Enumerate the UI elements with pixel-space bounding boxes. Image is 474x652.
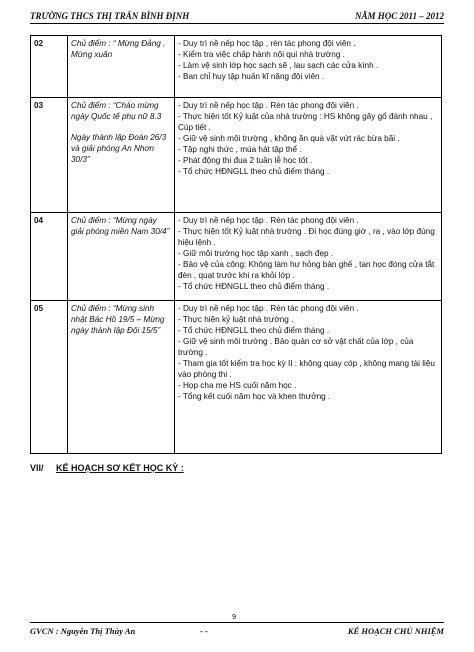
- tasks-cell: [175, 36, 442, 98]
- task-item: - Thực hiện tốt Kỷ luật nhà trường . Đi học đúng giờ , ra , vào lớp đúng hiệu lệnh .: [178, 227, 435, 247]
- page-header: [30, 8, 444, 24]
- task-item: - Làm vệ sinh lớp học sạch sẽ , lau sạch các cửa kính .: [178, 61, 379, 70]
- table-row: [31, 98, 442, 213]
- month-number: 03: [31, 98, 68, 213]
- task-item: - Tổ chức HĐNGLL theo chủ điểm tháng .: [178, 282, 330, 291]
- footer-separator: - -: [200, 626, 208, 636]
- task-item: - Thực hiện kỷ luật nhà trường .: [178, 315, 294, 324]
- month-number: 05: [31, 301, 68, 454]
- task-item: - Tổ chức HĐNGLL theo chủ điểm tháng .: [178, 326, 330, 335]
- tasks-cell: [175, 213, 442, 301]
- header-divider: [30, 23, 444, 24]
- task-item: - Họp cha mẹ HS cuối năm học .: [178, 381, 297, 390]
- section-number: VII/: [30, 463, 44, 473]
- task-item: - Tham gia tốt kiểm tra học kỳ II : không quay cóp , không mang tài liệu vào phòng thi .: [178, 359, 435, 379]
- task-item: - Duy trì nề nếp học tập . Rèn tác phong đội viên .: [178, 304, 359, 313]
- month-number: 02: [31, 36, 68, 98]
- plan-title: KẾ HOẠCH CHỦ NHIỆM: [347, 626, 444, 636]
- task-item: - Kiểm tra việc chấp hành nội qui nhà trường .: [178, 50, 345, 59]
- school-year: NĂM HỌC 2011 – 2012: [354, 11, 444, 21]
- task-item: - Tập nghi thức , múa hát tập thể .: [178, 145, 302, 154]
- theme-cell: [68, 36, 175, 98]
- task-item: - Duy trì nề nếp học tập . Rèn tác phong đội viên .: [178, 101, 359, 110]
- section-title: KẾ HOẠCH SƠ KẾT HỌC KỲ :: [56, 463, 184, 473]
- task-item: - Tổ chức HĐNGLL theo chủ điểm tháng .: [178, 167, 330, 176]
- footer-divider: [30, 622, 444, 623]
- task-item: - Ban chỉ huy tập huấn kĩ năng đội viên .: [178, 72, 325, 81]
- task-item: - Tổng kết cuối năm học và khen thưởng .: [178, 392, 331, 401]
- teacher-name: GVCN : Nguyễn Thị Thùy An: [30, 626, 136, 636]
- task-item: - Phát động thi đua 2 tuần lễ học tốt .: [178, 156, 313, 165]
- monthly-plan-table: [30, 35, 442, 454]
- tasks-cell: [175, 98, 442, 213]
- theme-cell: [68, 98, 175, 213]
- table-row: [31, 36, 442, 98]
- theme-cell: [68, 301, 175, 454]
- task-item: - Duy trì nề nếp học tập . Rèn tác phong đội viên .: [178, 216, 359, 225]
- task-item: - Duy trì nề nếp học tập , rèn tác phong đội viên .: [178, 39, 356, 48]
- table-row: [31, 213, 442, 301]
- theme-text: Chủ điểm : “Mừng sinh nhật Bác Hồ 19/5 – Mừng ngày thành lập Đội 15/5”: [71, 304, 165, 335]
- page-number: 9: [232, 612, 237, 621]
- task-item: - Giữ môi trường học tập xanh , sạch đẹp .: [178, 249, 334, 258]
- task-item: - Bảo vệ của công: Không làm hư hỏng bàn ghế , tan học đóng cửa tắt đèn , quạt trước khi ra khỏi lớp .: [178, 260, 435, 280]
- task-item: - Giữ vệ sinh môi trường . Bảo quản cơ sở vật chất của lớp , của trường .: [178, 337, 414, 357]
- theme-text: Chủ điểm : “Chào mừng ngày Quốc tế phụ nữ 8.3: [71, 101, 162, 121]
- tasks-cell: [175, 301, 442, 454]
- theme-text: Chủ điểm : “ Mừng Đảng , Mừng xuân: [71, 39, 166, 59]
- theme-cell: [68, 213, 175, 301]
- table-row: [31, 301, 442, 454]
- section-heading: [30, 463, 184, 473]
- task-item: - Thực hiện tốt Kỷ luật của nhà trường : HS không gây gổ đánh nhau , Cúp tiết .: [178, 112, 433, 132]
- theme-text: Ngày thành lập Đoàn 26/3 và giải phóng An Nhơn 30/3”: [71, 133, 167, 164]
- theme-text: Chủ điểm : “Mừng ngày giải phóng miền Nam 30/4”: [71, 216, 170, 236]
- month-number: 04: [31, 213, 68, 301]
- page-footer: [30, 626, 444, 640]
- school-name: TRƯỜNG THCS THỊ TRẤN BÌNH ĐỊNH: [30, 11, 190, 21]
- task-item: - Giữ vệ sinh môi trường , không ăn quà vặt vứt rác bừa bãi .: [178, 134, 400, 143]
